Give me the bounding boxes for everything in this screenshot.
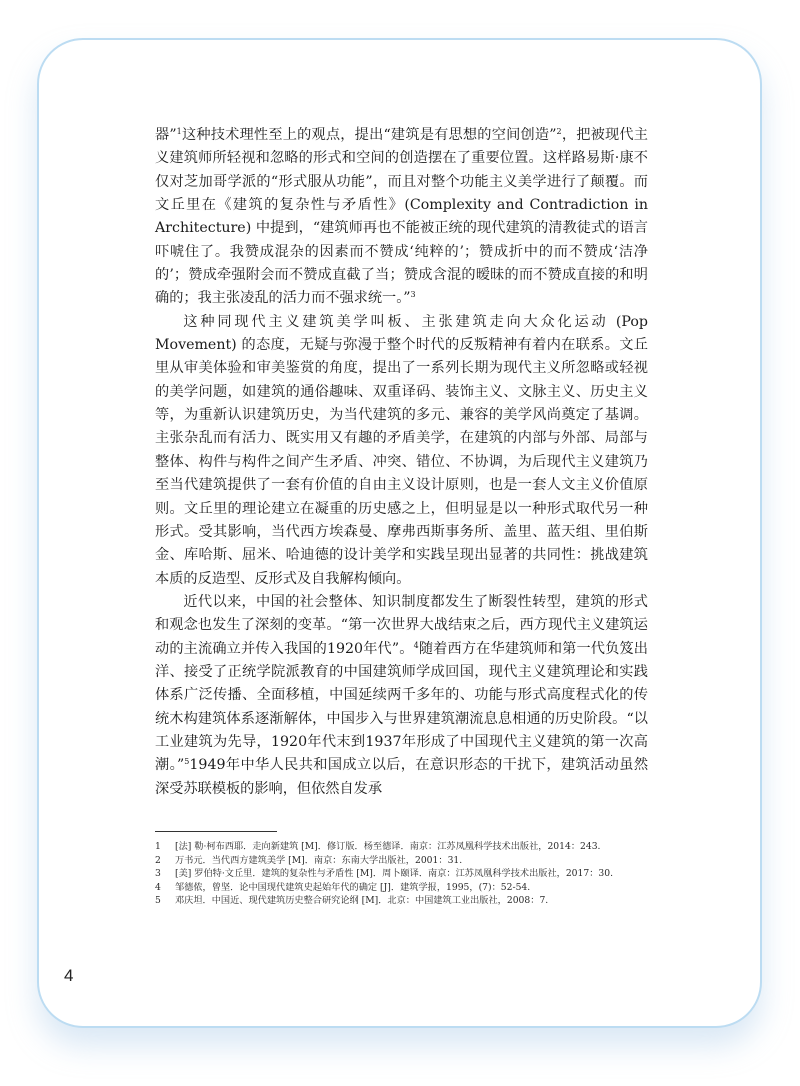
paragraph-text: 近代以来，中国的社会整体、知识制度都发生了断裂性转型，建筑的形式和观念也发生了深刻的变革。“第一次世界大战结束之后，西方现代主义建筑运动的主流确立并传入我国的1920年代”。 [155,593,648,657]
body-text [155,124,648,801]
footnote-number: 2 [155,854,161,866]
footnote-number: 1 [155,841,161,852]
page-number: 4 [64,966,74,985]
paragraph-text: ，把被现代主义建筑师所轻视和忽略的形式和空间的创造摆在了重要位置。这样路易斯·康不仅对芝加哥学派的“形式服从功能”，而且对整个功能主义美学进行了颠覆。而文丘里在《建筑的复杂性与矛盾性》(Complexity and Contradiction in Architecture) 中提到，“建筑师再也不能被正统的现代建筑的清教徒式的语言吓唬住了。我赞成混杂的因素而不赞成‘纯粹的’；赞成折中的而不赞成‘洁净的’；赞成牵强附会而不赞成直截了当；赞成含混的暧昧的而不赞成直接的和明确的；我主张凌乱的活力而不强求统一。” [155,127,648,307]
paragraph [155,311,648,591]
footnote-marker: 2 [556,127,562,136]
footnote-text: 邓庆坦．中国近、现代建筑历史整合研究论纲 [M]．北京：中国建筑工业出版社，2008：7. [175,895,549,907]
footnote-text: 邹德侬，曾坚．论中国现代建筑史起始年代的确定 [J]．建筑学报，1995，(7)：52-54. [175,881,531,893]
footnote [155,867,648,881]
footnote-marker: 1 [176,127,182,136]
paragraph-text: 这种同现代主义建筑美学叫板、主张建筑走向大众化运动 (Pop Movement) 的态度，无疑与弥漫于整个时代的反叛精神有着内在联系。文丘里从审美体验和审美鉴赏的角度，提出了一系列长期为现代主义所忽略或轻视的美学问题，如建筑的通俗趣味、双重译码、装饰主义、文脉主义、历史主义等，为重新认识建筑历史，为当代建筑的多元、兼容的美学风尚奠定了基调。主张杂乱而有活力、既实用又有趣的矛盾美学，在建筑的内部与外部、局部与整体、构件与构件之间产生矛盾、冲突、错位、不协调，为后现代主义建筑乃至当代建筑提供了一套有价值的自由主义设计原则，也是一套人文主义价值原则。文丘里的理论建立在凝重的历史感之上，但明显是以一种形式取代另一种形式。受其影响，当代西方埃森曼、摩弗西斯事务所、盖里、蓝天组、里伯斯金、库哈斯、屈米、哈迪德的设计美学和实践呈现出显著的共同性：挑战建筑本质的反造型、反形式及自我解构倾向。 [155,313,648,587]
footnote-number: 5 [155,895,161,907]
paragraph-text: 器” [155,127,177,143]
paragraph-text: 1949年中华人民共和国成立以后，在意识形态的干扰下，建筑活动虽然深受苏联模板的影响，但依然自发承 [155,757,649,797]
footnote-marker: 3 [410,290,416,300]
paragraph-text: 随着西方在华建筑师和第一代负笈出洋、接受了正统学院派教育的中国建筑师学成回国，现代主义建筑理论和实践体系广泛传播、全面移植，中国延续两千多年的、功能与形式高度程式化的传统木构建筑体系逐渐解体，中国步入与世界建筑潮流息息相通的历史阶段。“以工业建筑为先导，1920年代末到1937年形成了中国现代主义建筑的第一次高潮。” [155,640,648,774]
footnote [155,854,648,868]
footnote-number: 3 [155,868,161,880]
footnote-number: 4 [155,881,161,893]
paragraph [155,591,648,801]
footnotes [155,840,648,908]
footnote-marker: 4 [413,640,419,650]
footnote [155,894,648,908]
footnote-text: [美] 罗伯特·文丘里．建筑的复杂性与矛盾性 [M]．周卜颐译．南京：江苏凤凰科学技术出版社，2017：30. [175,868,613,880]
footnote-rule [155,831,277,832]
footnote-marker: 5 [184,757,190,767]
footnote-text: [法] 勒·柯布西耶．走向新建筑 [M]．修订版．杨至德译．南京：江苏凤凰科学技术出版社，2014：243. [175,841,601,852]
paragraph [155,124,648,311]
footnote-text: 万书元．当代西方建筑美学 [M]．南京：东南大学出版社，2001：31. [175,854,463,866]
paragraph-text: 这种技术理性至上的观点，提出“建筑是有思想的空间创造” [181,127,557,143]
footnote [155,881,648,895]
footnote [155,840,648,854]
